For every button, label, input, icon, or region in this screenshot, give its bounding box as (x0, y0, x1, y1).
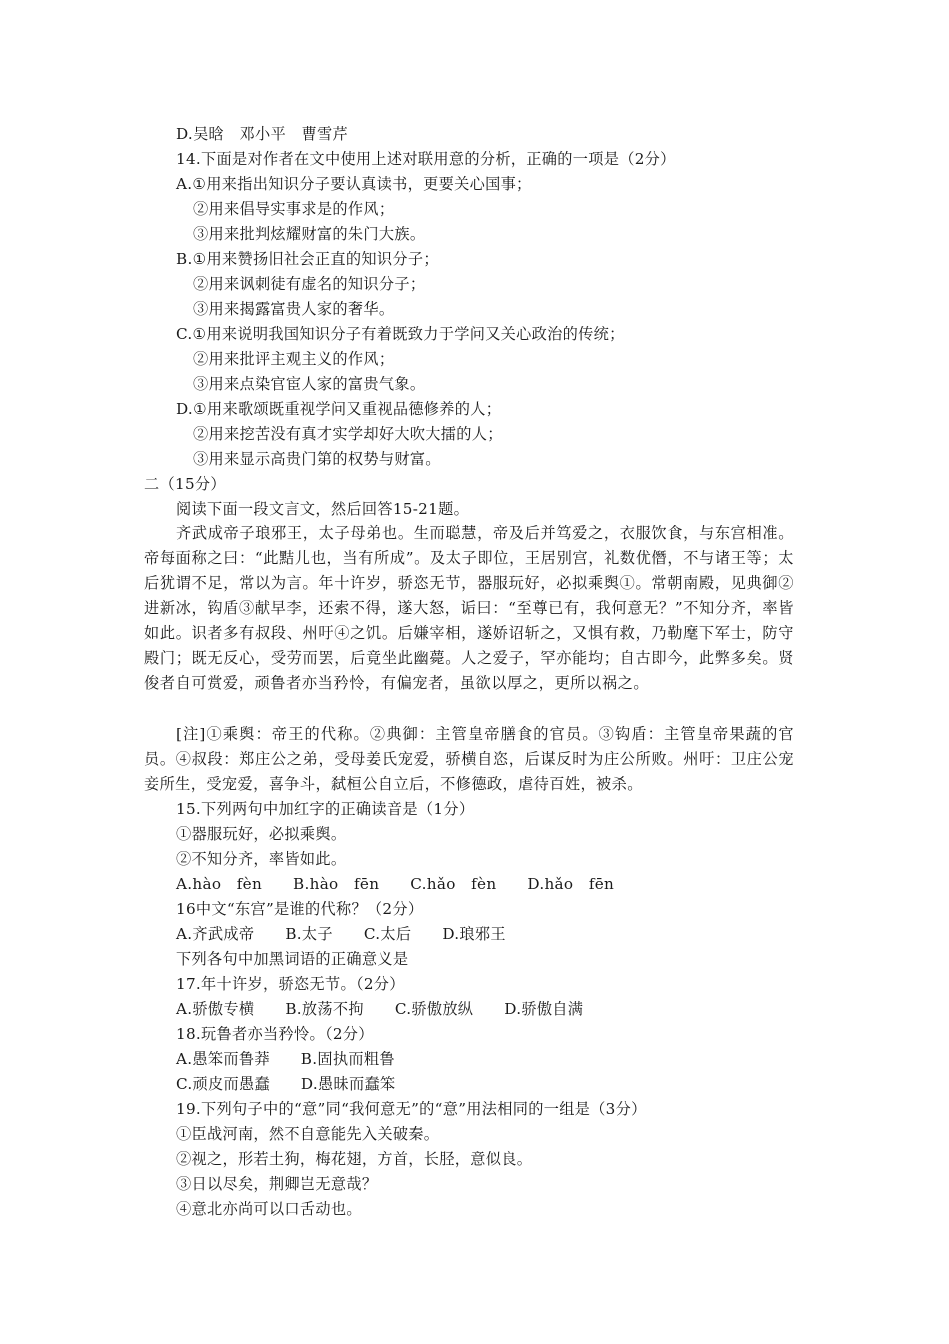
q18-stem: 18.玩鲁者亦当矜怜。（2分） (176, 1025, 374, 1043)
q18-options-row2: C.顽皮而愚蠢 D.愚昧而蠢笨 (176, 1075, 396, 1093)
q14-option-c-line2: ②用来批评主观主义的作风； (193, 350, 395, 368)
q17-options: A.骄傲专横 B.放荡不拘 C.骄傲放纵 D.骄傲自满 (176, 1000, 584, 1018)
q14-option-a-line3: ③用来批判炫耀财富的朱门大族。 (193, 225, 426, 243)
q19-sentence-4: ④意北亦尚可以口舌动也。 (176, 1200, 362, 1218)
q19-sentence-3: ③日以尽矣，荆卿岂无意哉？ (176, 1175, 378, 1193)
q14-option-d-line2: ②用来挖苦没有真才实学却好大吹大擂的人； (193, 425, 503, 443)
q16-options: A.齐武成帝 B.太子 C.太后 D.琅邪王 (176, 925, 506, 943)
q14-option-a-line2: ②用来倡导实事求是的作风； (193, 200, 395, 218)
q14-option-a-line1: A.①用来指出知识分子要认真读书，更要关心国事； (176, 175, 532, 193)
q15-sentence-1: ①器服玩好，必拟乘舆。 (176, 825, 347, 843)
reading-instruction: 阅读下面一段文言文，然后回答15-21题。 (176, 500, 470, 518)
q15-sentence-2: ②不知分齐，率皆如此。 (176, 850, 347, 868)
q14-option-c-line3: ③用来点染官宦人家的富贵气象。 (193, 375, 426, 393)
q19-sentence-1: ①臣战河南，然不自意能先入关破秦。 (176, 1125, 440, 1143)
classical-passage: 齐武成帝子琅邪王，太子母弟也。生而聪慧，帝及后并笃爱之，衣服饮食，与东宫相准。帝每面称之曰：“此黠儿也，当有所成”。及太子即位，王居别宫，礼数优僭，不与诸王等；太后犹谓不足，常以为言。年十许岁，骄恣无节，器服玩好，必拟乘舆①。常朝南殿，见典御②进新冰，钩盾③献早李，还索不得，遂大怒，诟曰：“至尊已有，我何意无？”不知分齐，率皆如此。识者多有叔段、州吁④之饥。后嫌宰相，遂娇诏斩之，又惧有救，乃勒麾下军士，防守殿门；既无反心，受劳而罢，后竟坐此幽薨。人之爱子，罕亦能均；自古即今，此弊多矣。贤俊者自可赏爱，顽鲁者亦当矜怜，有偏宠者，虽欲以厚之，更所以祸之。 (144, 524, 794, 692)
q13-option-d: D.吴晗 邓小平 曹雪芹 (176, 125, 348, 143)
q18-options-row1: A.愚笨而鲁莽 B.固执而粗鲁 (176, 1050, 395, 1068)
q14-option-c-line1: C.①用来说明我国知识分子有着既致力于学问又关心政治的传统； (176, 325, 625, 343)
q16-stem: 16中文“东宫”是谁的代称？（2分） (176, 900, 424, 918)
q19-sentence-2: ②视之，形若土狗，梅花翅，方首，长胫，意似良。 (176, 1150, 533, 1168)
q14-stem: 14.下面是对作者在文中使用上述对联用意的分析，正确的一项是（2分） (176, 150, 676, 168)
word-meaning-instruction: 下列各句中加黑词语的正确意义是 (176, 950, 409, 968)
section-two-heading: 二（15分） (144, 475, 226, 493)
passage-notes: [注]①乘舆：帝王的代称。②典御：主管皇帝膳食的官员。③钩盾：主管皇帝果蔬的官员。④叔段：郑庄公之弟，受母姜氏宠爱，骄横自恣，后谋反时为庄公所败。州吁：卫庄公宠妾所生，受宠爱，喜争斗，弑桓公自立后，不修德政，虐待百姓，被杀。 (144, 725, 794, 793)
q14-option-b-line1: B.①用来赞扬旧社会正直的知识分子； (176, 250, 439, 268)
q15-options: A.hào fèn B.hào fēn C.hǎo fèn D.hǎo fēn (176, 875, 615, 893)
q14-option-d-line3: ③用来显示高贵门第的权势与财富。 (193, 450, 441, 468)
q14-option-b-line2: ②用来讽刺徒有虚名的知识分子； (193, 275, 426, 293)
q19-stem: 19.下列句子中的“意”同“我何意无”的“意”用法相同的一组是（3分） (176, 1100, 647, 1118)
q17-stem: 17.年十许岁，骄恣无节。（2分） (176, 975, 405, 993)
q14-option-d-line1: D.①用来歌颂既重视学问又重视品德修养的人； (176, 400, 502, 418)
q14-option-b-line3: ③用来揭露富贵人家的奢华。 (193, 300, 395, 318)
q15-stem: 15.下列两句中加红字的正确读音是（1分） (176, 800, 475, 818)
